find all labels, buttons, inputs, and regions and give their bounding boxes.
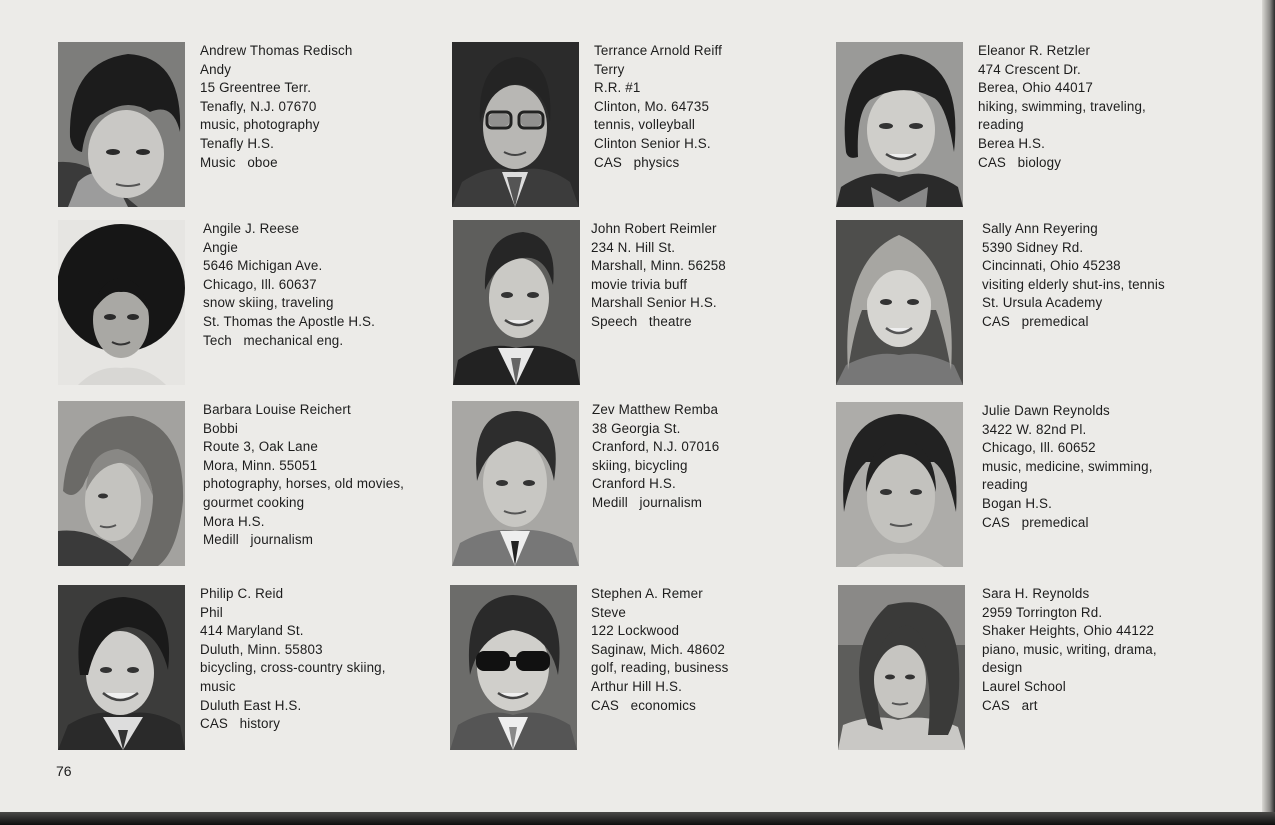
- student-name: Andrew Thomas Redisch: [200, 43, 353, 58]
- info-line: Duluth East H.S.: [200, 697, 302, 713]
- info-line: 5390 Sidney Rd.: [982, 239, 1084, 255]
- student-name: John Robert Reimler: [591, 221, 717, 236]
- info-line: Mora H.S.: [203, 513, 265, 529]
- student-info: [982, 402, 1222, 532]
- student-name: Sara H. Reynolds: [982, 586, 1090, 601]
- info-line: Cincinnati, Ohio 45238: [982, 258, 1121, 274]
- info-line: 122 Lockwood: [591, 623, 680, 639]
- info-line: tennis, volleyball: [594, 117, 695, 133]
- student-name: Philip C. Reid: [200, 586, 284, 601]
- info-line: piano, music, writing, drama,: [982, 641, 1157, 657]
- info-line: Cranford H.S.: [592, 476, 676, 492]
- student-portrait: [836, 42, 963, 207]
- student-portrait: [58, 585, 185, 750]
- student-portrait: [836, 220, 963, 385]
- info-line: Berea H.S.: [978, 135, 1045, 151]
- info-line: 474 Crescent Dr.: [978, 61, 1081, 77]
- info-line: reading: [982, 477, 1028, 493]
- page-number: 76: [56, 763, 72, 779]
- info-line: Duluth, Minn. 55803: [200, 641, 323, 657]
- info-line: gourmet cooking: [203, 494, 305, 510]
- info-line: CAS art: [982, 697, 1038, 713]
- info-line: snow skiing, traveling: [203, 295, 334, 311]
- info-line: Phil: [200, 604, 223, 620]
- student-name: Barbara Louise Reichert: [203, 402, 351, 417]
- info-line: Saginaw, Mich. 48602: [591, 641, 726, 657]
- student-portrait: [452, 42, 579, 207]
- info-line: Route 3, Oak Lane: [203, 439, 318, 455]
- info-line: Tenafly, N.J. 07670: [200, 98, 317, 114]
- info-line: 38 Georgia St.: [592, 420, 681, 436]
- info-line: CAS physics: [594, 154, 680, 170]
- student-name: Sally Ann Reyering: [982, 221, 1098, 236]
- info-line: Bogan H.S.: [982, 495, 1052, 511]
- info-line: Clinton Senior H.S.: [594, 135, 711, 151]
- info-line: Speech theatre: [591, 313, 692, 329]
- page-edge-right: [1262, 0, 1275, 825]
- info-line: music: [200, 678, 236, 694]
- student-portrait: [58, 401, 185, 566]
- info-line: Shaker Heights, Ohio 44122: [982, 623, 1155, 639]
- info-line: hiking, swimming, traveling,: [978, 98, 1146, 114]
- student-portrait: [58, 220, 185, 385]
- student-name: Stephen A. Remer: [591, 586, 703, 601]
- info-line: Berea, Ohio 44017: [978, 80, 1093, 96]
- info-line: Marshall Senior H.S.: [591, 295, 717, 311]
- info-line: Arthur Hill H.S.: [591, 678, 682, 694]
- student-info: [200, 42, 440, 172]
- info-line: Chicago, Ill. 60637: [203, 276, 317, 292]
- student-name: Zev Matthew Remba: [592, 402, 719, 417]
- student-portrait: [58, 42, 185, 207]
- student-portrait: [838, 585, 965, 750]
- info-line: Medill journalism: [203, 532, 314, 548]
- info-line: 234 N. Hill St.: [591, 239, 676, 255]
- info-line: Medill journalism: [592, 494, 703, 510]
- info-line: Angie: [203, 239, 238, 255]
- info-line: Terry: [594, 61, 625, 77]
- info-line: Tenafly H.S.: [200, 135, 274, 151]
- student-name: Eleanor R. Retzler: [978, 43, 1091, 58]
- student-info: [982, 220, 1222, 332]
- info-line: photography, horses, old movies,: [203, 476, 405, 492]
- student-info: [203, 220, 443, 350]
- info-line: design: [982, 660, 1023, 676]
- info-line: skiing, bicycling: [592, 457, 688, 473]
- info-line: CAS history: [200, 716, 281, 732]
- info-line: visiting elderly shut-ins, tennis: [982, 276, 1165, 292]
- info-line: 2959 Torrington Rd.: [982, 604, 1103, 620]
- info-line: Steve: [591, 604, 626, 620]
- info-line: Laurel School: [982, 678, 1066, 694]
- student-name: Julie Dawn Reynolds: [982, 403, 1110, 418]
- student-info: [592, 401, 832, 513]
- student-info: [203, 401, 443, 550]
- student-portrait: [450, 585, 577, 750]
- page-edge-bottom: [0, 812, 1275, 825]
- info-line: Cranford, N.J. 07016: [592, 439, 720, 455]
- student-info: [200, 585, 440, 734]
- info-line: Marshall, Minn. 56258: [591, 258, 726, 274]
- student-name: Terrance Arnold Reiff: [594, 43, 722, 58]
- info-line: Chicago, Ill. 60652: [982, 440, 1096, 456]
- info-line: 414 Maryland St.: [200, 623, 304, 639]
- info-line: 5646 Michigan Ave.: [203, 258, 323, 274]
- info-line: 15 Greentree Terr.: [200, 80, 312, 96]
- student-info: [591, 220, 831, 332]
- info-line: reading: [978, 117, 1024, 133]
- info-line: music, medicine, swimming,: [982, 458, 1153, 474]
- info-line: bicycling, cross-country skiing,: [200, 660, 386, 676]
- info-line: Bobbi: [203, 420, 238, 436]
- info-line: Tech mechanical eng.: [203, 332, 344, 348]
- student-portrait: [453, 220, 580, 385]
- info-line: St. Ursula Academy: [982, 295, 1103, 311]
- info-line: CAS economics: [591, 697, 696, 713]
- info-line: Andy: [200, 61, 232, 77]
- info-line: Music oboe: [200, 154, 278, 170]
- student-portrait: [836, 402, 963, 567]
- info-line: Mora, Minn. 55051: [203, 457, 318, 473]
- info-line: CAS premedical: [982, 313, 1089, 329]
- info-line: movie trivia buff: [591, 276, 688, 292]
- student-portrait: [452, 401, 579, 566]
- info-line: CAS premedical: [982, 514, 1089, 530]
- student-info: [982, 585, 1222, 715]
- student-info: [594, 42, 834, 172]
- info-line: R.R. #1: [594, 80, 641, 96]
- info-line: Clinton, Mo. 64735: [594, 98, 710, 114]
- info-line: 3422 W. 82nd Pl.: [982, 421, 1087, 437]
- info-line: St. Thomas the Apostle H.S.: [203, 313, 376, 329]
- student-info: [591, 585, 831, 715]
- student-info: [978, 42, 1218, 172]
- info-line: golf, reading, business: [591, 660, 729, 676]
- info-line: CAS biology: [978, 154, 1062, 170]
- student-name: Angile J. Reese: [203, 221, 300, 236]
- info-line: music, photography: [200, 117, 320, 133]
